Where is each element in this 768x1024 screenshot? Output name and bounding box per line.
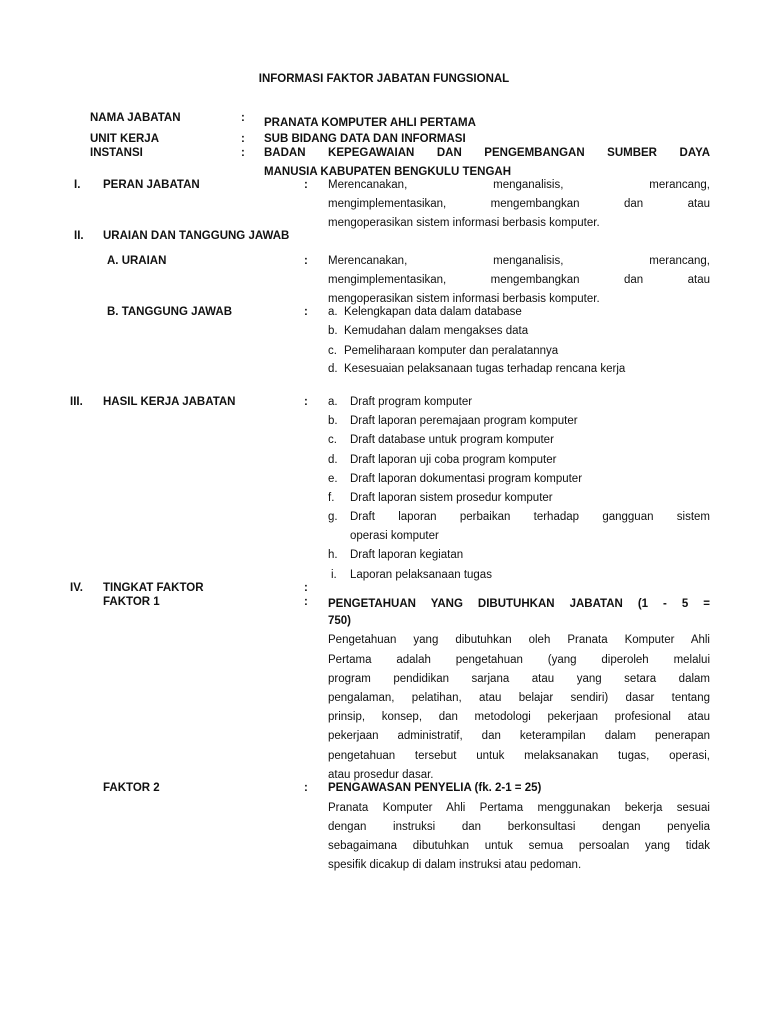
tingkat-faktor-label: TINGKAT FAKTOR [103, 582, 204, 594]
uraian-text-line: mengoperasikan sistem informasi berbasis komputer. [328, 293, 600, 305]
list-marker: i. [331, 569, 337, 581]
list-item: Pemeliharaan komputer dan peralatannya [344, 345, 559, 357]
list-item: Draft laporan uji coba program komputer [350, 454, 557, 466]
colon: : [241, 133, 245, 145]
list-marker: c. [328, 434, 337, 446]
nama-jabatan-label: NAMA JABATAN [90, 112, 181, 124]
colon: : [304, 179, 308, 191]
colon: : [304, 396, 308, 408]
faktor-1-heading-cont: 750) [328, 615, 352, 627]
colon: : [304, 255, 308, 267]
section-number: I. [74, 179, 81, 191]
faktor-1-label: FAKTOR 1 [103, 596, 160, 608]
unit-kerja-value: SUB BIDANG DATA DAN INFORMASI [264, 133, 466, 145]
faktor-2-text-line: Pranata Komputer Ahli Pertama menggunakan bekerja sesuai [328, 802, 710, 814]
list-item: Draft program komputer [350, 396, 473, 408]
instansi-value-line1: BADAN KEPEGAWAIAN DAN PENGEMBANGAN SUMBER DAYA [264, 147, 710, 159]
list-item: Draft laporan kegiatan [350, 549, 464, 561]
faktor-1-text-line: program pendidikan sarjana atau yang setara dalam [328, 673, 710, 685]
faktor-2-label: FAKTOR 2 [103, 782, 160, 794]
faktor-2-heading: PENGAWASAN PENYELIA (fk. 2-1 = 25) [328, 782, 542, 794]
list-marker: e. [328, 473, 338, 485]
faktor-1-text-line: Pertama adalah pengetahuan (yang diperoleh melalui [328, 654, 710, 666]
peran-text-line: mengimplementasikan, mengembangkan dan atau [328, 198, 710, 210]
faktor-1-text-line: prinsip, konsep, dan metodologi pekerjaan profesional atau [328, 711, 710, 723]
list-marker: f. [328, 492, 335, 504]
colon: : [304, 596, 308, 608]
colon: : [304, 582, 308, 594]
faktor-1-text-line: atau prosedur dasar. [328, 769, 434, 781]
peran-text-line: mengoperasikan sistem informasi berbasis komputer. [328, 217, 600, 229]
list-item: Kemudahan dalam mengakses data [344, 325, 529, 337]
list-item: Kelengkapan data dalam database [344, 306, 522, 318]
list-marker: b. [328, 415, 338, 427]
list-marker: d. [328, 363, 338, 375]
tanggung-jawab-label: B. TANGGUNG JAWAB [107, 306, 233, 318]
uraian-text-line: mengimplementasikan, mengembangkan dan atau [328, 274, 710, 286]
list-item-continuation: operasi komputer [350, 530, 439, 542]
section-number: IV. [70, 582, 84, 594]
list-item: Kesesuaian pelaksanaan tugas terhadap rencana kerja [344, 363, 626, 375]
document-title: INFORMASI FAKTOR JABATAN FUNGSIONAL [258, 73, 510, 85]
list-item: Draft database untuk program komputer [350, 434, 554, 446]
faktor-1-text-line: pengetahuan tersebut untuk melaksanakan tugas, operasi, [328, 750, 710, 762]
faktor-2-text-line: spesifik dicakup di dalam instruksi atau pedoman. [328, 859, 582, 871]
list-item: Draft laporan perbaikan terhadap gangguan sistem [350, 511, 710, 523]
list-item: Draft laporan sistem prosedur komputer [350, 492, 553, 504]
colon: : [241, 112, 245, 124]
list-item: Draft laporan peremajaan program komputer [350, 415, 578, 427]
peran-jabatan-label: PERAN JABATAN [103, 179, 200, 191]
list-marker: a. [328, 396, 338, 408]
peran-text-line: Merencanakan, menganalisis, merancang, [328, 179, 710, 191]
list-marker: h. [328, 549, 338, 561]
faktor-2-text-line: dengan instruksi dan berkonsultasi dengan penyelia [328, 821, 710, 833]
colon: : [241, 147, 245, 159]
list-marker: g. [328, 511, 338, 523]
colon: : [304, 782, 308, 794]
list-marker: c. [328, 345, 337, 357]
list-marker: b. [328, 325, 338, 337]
list-item: Laporan pelaksanaan tugas [350, 569, 492, 581]
unit-kerja-label: UNIT KERJA [90, 133, 160, 145]
list-marker: a. [328, 306, 338, 318]
hasil-kerja-label: HASIL KERJA JABATAN [103, 396, 236, 408]
uraian-text-line: Merencanakan, menganalisis, merancang, [328, 255, 710, 267]
list-item: Draft laporan dokumentasi program komputer [350, 473, 583, 485]
section-number: III. [70, 396, 83, 408]
uraian-label: A. URAIAN [107, 255, 167, 267]
colon: : [304, 306, 308, 318]
faktor-1-text-line: pekerjaan administratif, dan keterampilan dalam penerapan [328, 730, 710, 742]
instansi-label: INSTANSI [90, 147, 143, 159]
instansi-value-line2: MANUSIA KABUPATEN BENGKULU TENGAH [264, 166, 512, 178]
faktor-2-text-line: sebagaimana dibutuhkan untuk semua persoalan yang tidak [328, 840, 710, 852]
nama-jabatan-value: PRANATA KOMPUTER AHLI PERTAMA [264, 117, 476, 129]
section-number: II. [74, 230, 84, 242]
list-marker: d. [328, 454, 338, 466]
faktor-1-text-line: Pengetahuan yang dibutuhkan oleh Pranata Komputer Ahli [328, 634, 710, 646]
uraian-tanggung-jawab-label: URAIAN DAN TANGGUNG JAWAB [103, 230, 290, 242]
faktor-1-heading: PENGETAHUAN YANG DIBUTUHKAN JABATAN (1 - 5 = [328, 598, 710, 610]
faktor-1-text-line: pengalaman, pelatihan, atau belajar sendiri) dasar tentang [328, 692, 710, 704]
